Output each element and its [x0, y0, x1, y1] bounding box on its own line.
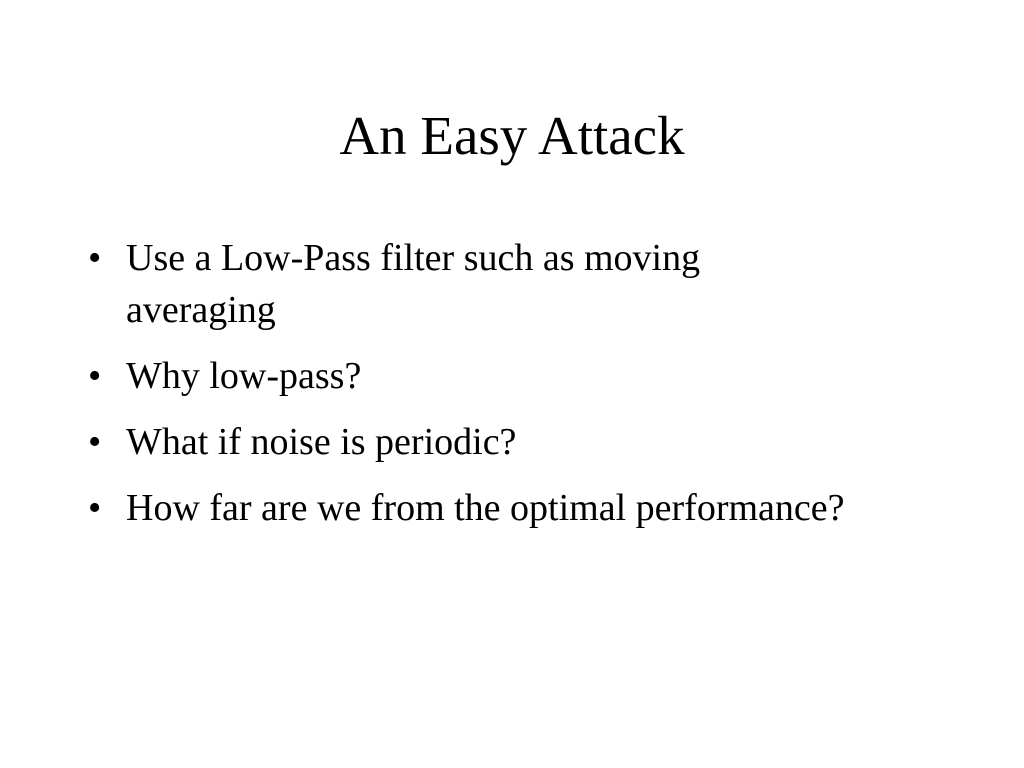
bullet-text: Use a Low-Pass filter such as moving averaging: [126, 237, 701, 331]
bullet-list: [88, 232, 848, 548]
bullet-dot-icon: •: [88, 355, 102, 397]
bullet-item: [88, 416, 848, 468]
bullet-item: [88, 482, 848, 534]
bullet-dot-icon: •: [88, 421, 102, 463]
bullet-text: How far are we from the optimal performance?: [126, 487, 845, 529]
slide-title: An Easy Attack: [339, 105, 685, 166]
bullet-dot-icon: •: [88, 487, 102, 529]
bullet-dot-icon: •: [88, 237, 102, 279]
bullet-text: What if noise is periodic?: [126, 421, 517, 463]
bullet-item: [88, 232, 848, 336]
bullet-item: [88, 350, 848, 402]
bullet-text: Why low-pass?: [126, 355, 362, 397]
